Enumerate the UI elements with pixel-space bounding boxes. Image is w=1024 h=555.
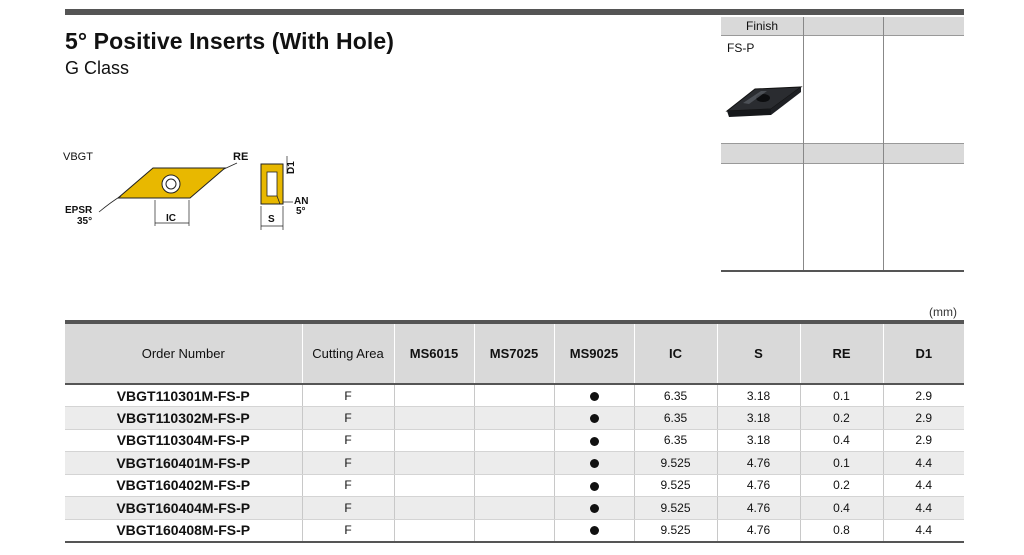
cell-ms6015	[394, 429, 474, 452]
cell-ms7025	[474, 407, 554, 430]
grade-available-dot	[590, 504, 599, 513]
page-title: 5° Positive Inserts (With Hole)	[65, 28, 395, 54]
cell-ms7025	[474, 384, 554, 407]
cell-ms6015	[394, 497, 474, 520]
epsr-label: EPSR	[65, 205, 93, 216]
finish-divider	[803, 17, 804, 271]
cell-ic: 6.35	[634, 384, 717, 407]
grade-available-dot	[590, 459, 599, 468]
cell-ms6015	[394, 452, 474, 475]
cell-re: 0.4	[800, 497, 883, 520]
cell-ms6015	[394, 384, 474, 407]
cell-s: 3.18	[717, 384, 800, 407]
cell-ms7025	[474, 452, 554, 475]
col-header-ms6015: MS6015	[394, 322, 474, 384]
finish-header-label: Finish	[745, 19, 778, 33]
cell-ms9025	[554, 384, 634, 407]
cell-order: VBGT110302M-FS-P	[65, 407, 302, 430]
cell-s: 4.76	[717, 519, 800, 542]
cell-area: F	[302, 384, 394, 407]
cell-area: F	[302, 452, 394, 475]
finish-bottom-rule	[721, 270, 964, 272]
table-row	[65, 384, 964, 407]
cell-ms9025	[554, 452, 634, 475]
grade-available-dot	[590, 392, 599, 401]
cell-order: VBGT160408M-FS-P	[65, 519, 302, 542]
table-header-row	[65, 322, 964, 384]
cell-re: 0.1	[800, 384, 883, 407]
re-label: RE	[233, 151, 249, 163]
d1-label: D1	[286, 161, 297, 174]
grade-available-dot	[590, 414, 599, 423]
cell-order: VBGT160404M-FS-P	[65, 497, 302, 520]
cell-ic: 9.525	[634, 497, 717, 520]
cell-re: 0.2	[800, 474, 883, 497]
col-header-ms7025: MS7025	[474, 322, 554, 384]
cell-re: 0.2	[800, 407, 883, 430]
cell-s: 4.76	[717, 497, 800, 520]
cell-area: F	[302, 407, 394, 430]
finish-band	[721, 143, 964, 164]
cell-ic: 9.525	[634, 519, 717, 542]
col-header-cutting-area: Cutting Area	[302, 322, 394, 384]
col-header-ms9025: MS9025	[554, 322, 634, 384]
table-row	[65, 519, 964, 542]
an-value: 5°	[296, 206, 306, 217]
epsr-value: 35°	[77, 216, 93, 227]
shape-label: VBGT	[63, 151, 93, 163]
table-row	[65, 474, 964, 497]
cell-ic: 9.525	[634, 474, 717, 497]
grade-available-dot	[590, 437, 599, 446]
cell-d1: 4.4	[883, 452, 964, 475]
cell-order: VBGT110301M-FS-P	[65, 384, 302, 407]
cell-d1: 2.9	[883, 384, 964, 407]
cell-ms7025	[474, 474, 554, 497]
col-header-d1: D1	[883, 322, 964, 384]
cell-ms6015	[394, 407, 474, 430]
cell-ms7025	[474, 429, 554, 452]
cell-ms7025	[474, 519, 554, 542]
cell-ms6015	[394, 474, 474, 497]
cell-s: 3.18	[717, 407, 800, 430]
an-label: AN	[294, 196, 309, 207]
page-subtitle: G Class	[65, 58, 130, 78]
cell-re: 0.1	[800, 452, 883, 475]
cell-area: F	[302, 519, 394, 542]
cell-area: F	[302, 429, 394, 452]
grade-available-dot	[590, 526, 599, 535]
cell-d1: 4.4	[883, 497, 964, 520]
finish-header	[721, 17, 964, 36]
cell-ms9025	[554, 429, 634, 452]
cell-s: 3.18	[717, 429, 800, 452]
cell-ic: 6.35	[634, 429, 717, 452]
table-row	[65, 407, 964, 430]
insert-hole	[162, 175, 180, 193]
cell-d1: 2.9	[883, 429, 964, 452]
cell-ms7025	[474, 497, 554, 520]
table-body	[65, 384, 964, 542]
finish-table	[721, 17, 964, 271]
cell-d1: 4.4	[883, 474, 964, 497]
top-rule	[65, 9, 964, 15]
cell-order: VBGT160402M-FS-P	[65, 474, 302, 497]
cell-s: 4.76	[717, 474, 800, 497]
cell-ms9025	[554, 519, 634, 542]
col-header-re: RE	[800, 322, 883, 384]
cell-ic: 6.35	[634, 407, 717, 430]
cell-re: 0.8	[800, 519, 883, 542]
cell-ms9025	[554, 407, 634, 430]
col-header-s: S	[717, 322, 800, 384]
cell-ms9025	[554, 474, 634, 497]
col-header-ic: IC	[634, 322, 717, 384]
cell-area: F	[302, 474, 394, 497]
cell-ms6015	[394, 519, 474, 542]
cell-d1: 2.9	[883, 407, 964, 430]
spec-table	[65, 320, 964, 543]
table-row	[65, 429, 964, 452]
cell-ic: 9.525	[634, 452, 717, 475]
units-label: (mm)	[929, 305, 957, 319]
insert-diagram	[55, 140, 325, 240]
finish-divider	[883, 17, 884, 271]
col-header-order-number: Order Number	[65, 322, 302, 384]
cell-d1: 4.4	[883, 519, 964, 542]
cell-ms9025	[554, 497, 634, 520]
cell-s: 4.76	[717, 452, 800, 475]
grade-available-dot	[590, 482, 599, 491]
ic-label: IC	[166, 213, 176, 224]
table-row	[65, 452, 964, 475]
cell-re: 0.4	[800, 429, 883, 452]
finish-name: FS-P	[727, 41, 755, 55]
cell-order: VBGT160401M-FS-P	[65, 452, 302, 475]
s-label: S	[268, 214, 275, 225]
table-row	[65, 497, 964, 520]
cell-area: F	[302, 497, 394, 520]
insert-photo	[725, 79, 803, 121]
cell-order: VBGT110304M-FS-P	[65, 429, 302, 452]
